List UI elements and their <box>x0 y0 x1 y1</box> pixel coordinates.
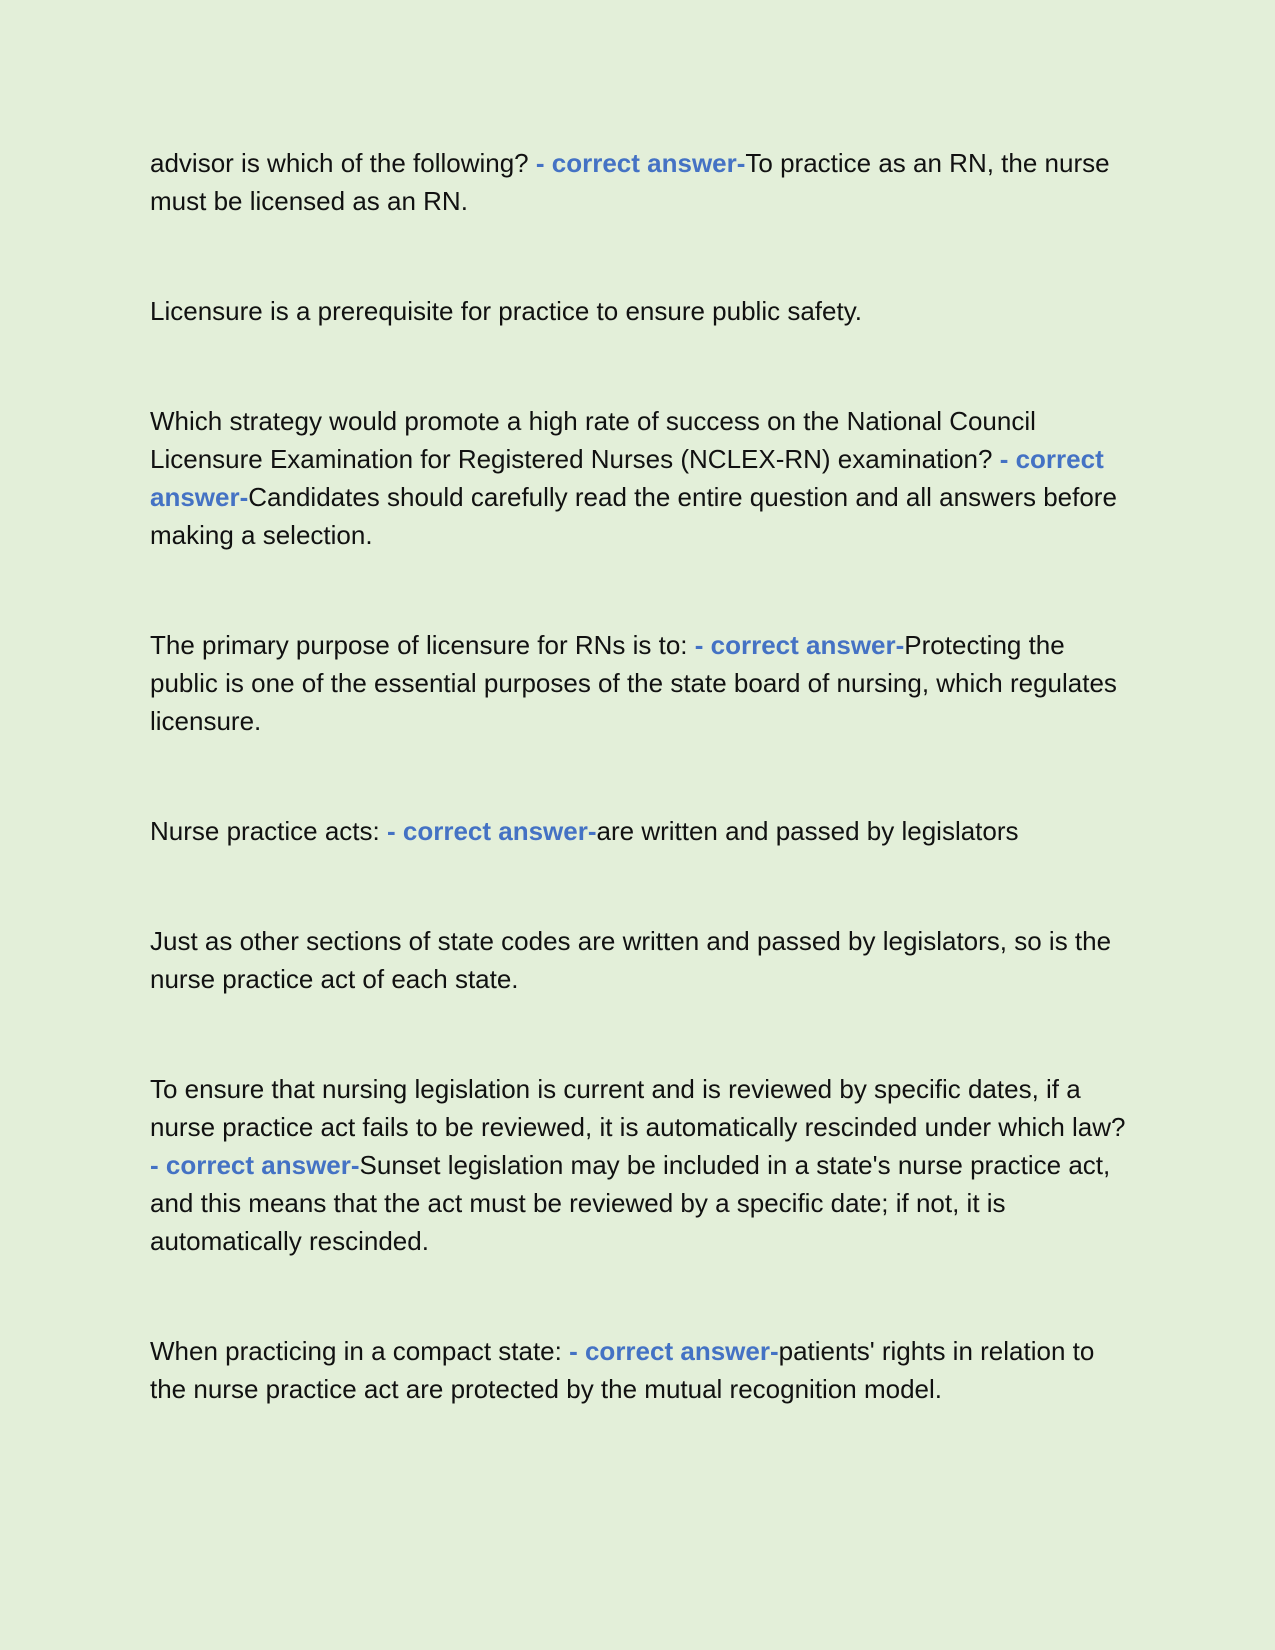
explanation-text: Licensure is a prerequisite for practice to ensure public safety. <box>150 296 862 326</box>
question-text: When practicing in a compact state: <box>150 1336 570 1366</box>
question-text: advisor is which of the following? <box>150 148 536 178</box>
correct-answer-label: - correct answer- <box>694 630 905 660</box>
correct-answer-label: - correct answer- <box>150 1150 360 1180</box>
qa-item-5 <box>150 1070 1135 1260</box>
answer-text: Protecting the public is one of the essential purposes of the state board of nursing, which regulates licensure. <box>150 630 1117 736</box>
question-text: Which strategy would promote a high rate of success on the National Council Licensure Examination for Registered Nurses (NCLEX-RN) examination? <box>150 406 1036 474</box>
correct-answer-label: - correct answer- <box>535 148 746 178</box>
qa-item-1 <box>150 144 1135 220</box>
document-page <box>150 144 1135 1480</box>
question-text: The primary purpose of licensure for RNs is to: <box>150 630 695 660</box>
question-text: To ensure that nursing legislation is current and is reviewed by specific dates, if a nurse practice act fails to be reviewed, it is automatically rescinded under which law? <box>150 1074 1126 1142</box>
answer-text: Sunset legislation may be included in a state's nurse practice act, and this means that the act must be reviewed by a specific date; if not, it is automatically rescinded. <box>150 1150 1111 1256</box>
answer-text: To practice as an RN, the nurse must be licensed as an RN. <box>150 148 1110 216</box>
correct-answer-label: - correct answer- <box>150 444 1104 512</box>
qa-item-2 <box>150 402 1135 554</box>
qa-item-3 <box>150 626 1135 740</box>
answer-text: are written and passed by legislators <box>596 816 1019 846</box>
question-text: Nurse practice acts: <box>150 816 387 846</box>
correct-answer-label: - correct answer- <box>386 816 597 846</box>
answer-text: Candidates should carefully read the entire question and all answers before making a selection. <box>150 482 1117 550</box>
explanation-paragraph-1 <box>150 292 1135 330</box>
correct-answer-label: - correct answer- <box>569 1336 779 1366</box>
qa-item-6 <box>150 1332 1135 1408</box>
explanation-text: Just as other sections of state codes are written and passed by legislators, so is the nurse practice act of each state. <box>150 926 1112 994</box>
qa-item-4 <box>150 812 1135 850</box>
answer-text: patients' rights in relation to the nurse practice act are protected by the mutual recognition model. <box>150 1336 1095 1404</box>
explanation-paragraph-2 <box>150 922 1135 998</box>
